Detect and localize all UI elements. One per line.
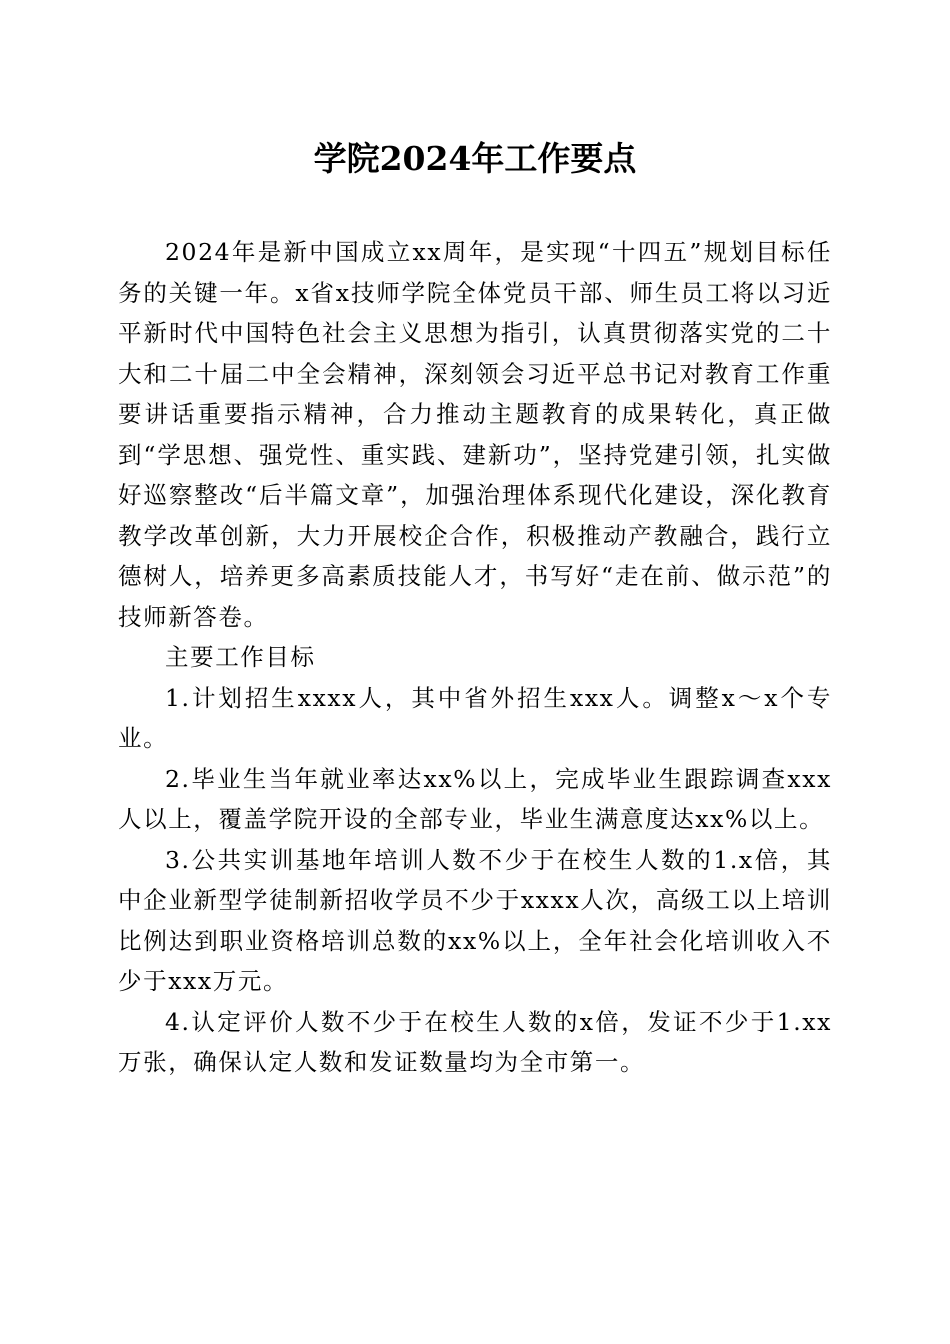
goal-item-4: 4.认定评价人数不少于在校生人数的x倍，发证不少于1.xx万张，确保认定人数和发证数量均为全市第一。 <box>118 1007 832 1076</box>
section-heading: 主要工作目标 <box>165 643 316 671</box>
intro-paragraph: 2024年是新中国成立xx周年，是实现“十四五”规划目标任务的关键一年。x省x技师学院全体党员干部、师生员工将以习近平新时代中国特色社会主义思想为指引，认真贯彻落实党的二十大和二十届二中全会精神，深刻领会习近平总书记对教育工作重要讲话重要指示精神，合力推动主题教育的成果转化，真正做到“学思想、强党性、重实践、建新功”，坚持党建引领，扎实做好巡察整改“后半篇文章”，加强治理体系现代化建设，深化教育教学改革创新，大力开展校企合作，积极推动产教融合，践行立德树人，培养更多高素质技能人才，书写好“走在前、做示范”的技师新答卷。 <box>118 238 832 631</box>
goal-item-2: 2.毕业生当年就业率达xx%以上，完成毕业生跟踪调查xxx人以上，覆盖学院开设的全部专业，毕业生满意度达xx%以上。 <box>118 764 832 833</box>
document-title: 学院2024年工作要点 <box>313 139 637 178</box>
goal-item-1: 1.计划招生xxxx人，其中省外招生xxx人。调整x～x个专业。 <box>118 683 832 752</box>
document-body <box>118 232 832 1083</box>
goal-item-3: 3.公共实训基地年培训人数不少于在校生人数的1.x倍，其中企业新型学徒制新招收学员不少于xxxx人次，高级工以上培训比例达到职业资格培训总数的xx%以上，全年社会化培训收入不少于xxx万元。 <box>118 845 832 995</box>
